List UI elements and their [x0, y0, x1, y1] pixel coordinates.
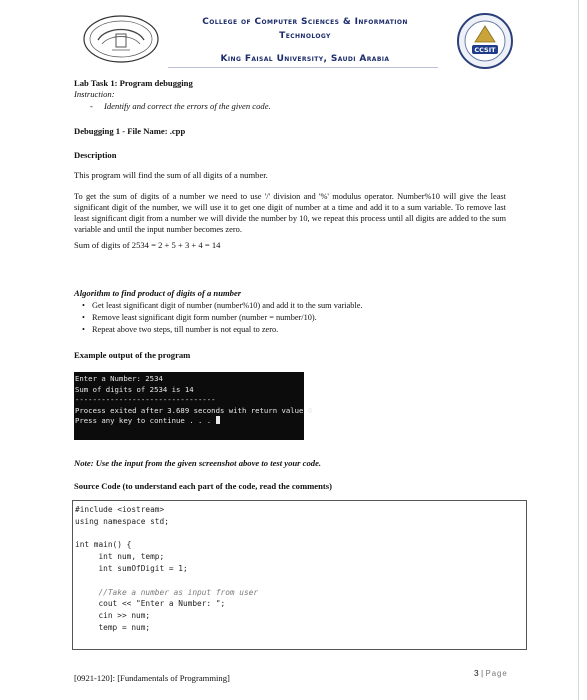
footer-course: [0921-120]: [Fundamentals of Programming] — [74, 673, 230, 683]
instruction-dash: - — [90, 101, 93, 111]
header-college-line2: Technology — [279, 31, 331, 41]
console-line: Press any key to continue . . . — [75, 416, 216, 425]
description-heading: Description — [74, 150, 117, 160]
ccsit-logo — [455, 12, 515, 70]
source-code-box — [72, 500, 527, 650]
console-line: Sum of digits of 2534 is 14 — [75, 384, 194, 394]
algorithm-bullet — [82, 324, 279, 335]
console-line: Enter a Number: 2534 — [75, 374, 163, 383]
algorithm-bullet-text: Repeat above two steps, till number is not equal to zero. — [92, 325, 279, 334]
code-line: cin >> num; — [75, 611, 151, 621]
page-edge — [578, 0, 579, 700]
code-line: using namespace std; — [75, 516, 169, 526]
page-number: 3 — [474, 668, 479, 678]
debugging-title: Debugging 1 - File Name: .cpp — [74, 126, 186, 136]
lab-title: Lab Task 1: Program debugging — [74, 78, 193, 88]
header-university: King Faisal University, Saudi Arabia — [220, 54, 390, 64]
description-paragraph: To get the sum of digits of a number we need to use '/' division and '%' modulus operator. Number%10 will give the least significant digit of the number, we will use it to get one digit of number at a time and add it to a sum variable. To remove last least significant digit from a number we will divide the number by 10, we repeat this process until all digits are added to the sum variable and until the input number becomes zero. — [74, 192, 506, 234]
console-line: Process exited after 3.689 seconds with return value 0 — [75, 405, 313, 415]
note-text: Note: Use the input from the given screenshot above to test your code. — [74, 458, 322, 468]
algorithm-bullet — [82, 312, 317, 323]
console-line: -------------------------------- — [75, 395, 216, 404]
bullet-icon: • — [82, 325, 85, 334]
code-line — [75, 528, 526, 540]
sum-example: Sum of digits of 2534 = 2 + 5 + 3 + 4 = 14 — [74, 240, 221, 250]
header-divider — [168, 67, 438, 68]
ccsit-logo-text: CCSIT — [474, 46, 496, 54]
code-comment-line: //Take a number as input from user — [75, 587, 259, 597]
console-screenshot — [74, 372, 313, 440]
header-college: College of Computer Sciences & Information — [202, 17, 408, 27]
code-line: int main() { — [75, 540, 132, 550]
code-line: int num, temp; — [75, 552, 165, 562]
code-line — [75, 575, 526, 587]
bullet-icon: • — [82, 313, 85, 322]
algorithm-bullet-text: Remove least significant digit form number (number = number/10). — [92, 313, 317, 322]
algorithm-bullet-text: Get least significant digit of number (number%10) and add it to the sum variable. — [92, 301, 363, 310]
university-seal-logo — [82, 14, 160, 64]
example-output-heading: Example output of the program — [74, 350, 191, 360]
console-cursor — [216, 416, 220, 424]
code-line: cout << "Enter a Number: "; — [75, 599, 226, 609]
code-line: int sumOfDigit = 1; — [75, 563, 188, 573]
instruction-label: Instruction: — [74, 89, 115, 99]
code-line: temp = num; — [75, 622, 151, 632]
bullet-icon: • — [82, 301, 85, 310]
instruction-text: Identify and correct the errors of the given code. — [104, 101, 271, 111]
algorithm-title: Algorithm to find product of digits of a number — [74, 288, 242, 298]
algorithm-bullet — [82, 300, 363, 311]
page-separator: | — [481, 668, 484, 678]
footer-page-number — [474, 668, 508, 678]
source-code-heading: Source Code (to understand each part of the code, read the comments) — [74, 481, 332, 491]
code-line: #include <iostream> — [75, 505, 165, 514]
description-line1: This program will find the sum of all digits of a number. — [74, 170, 268, 180]
page-label: Page — [485, 669, 508, 678]
